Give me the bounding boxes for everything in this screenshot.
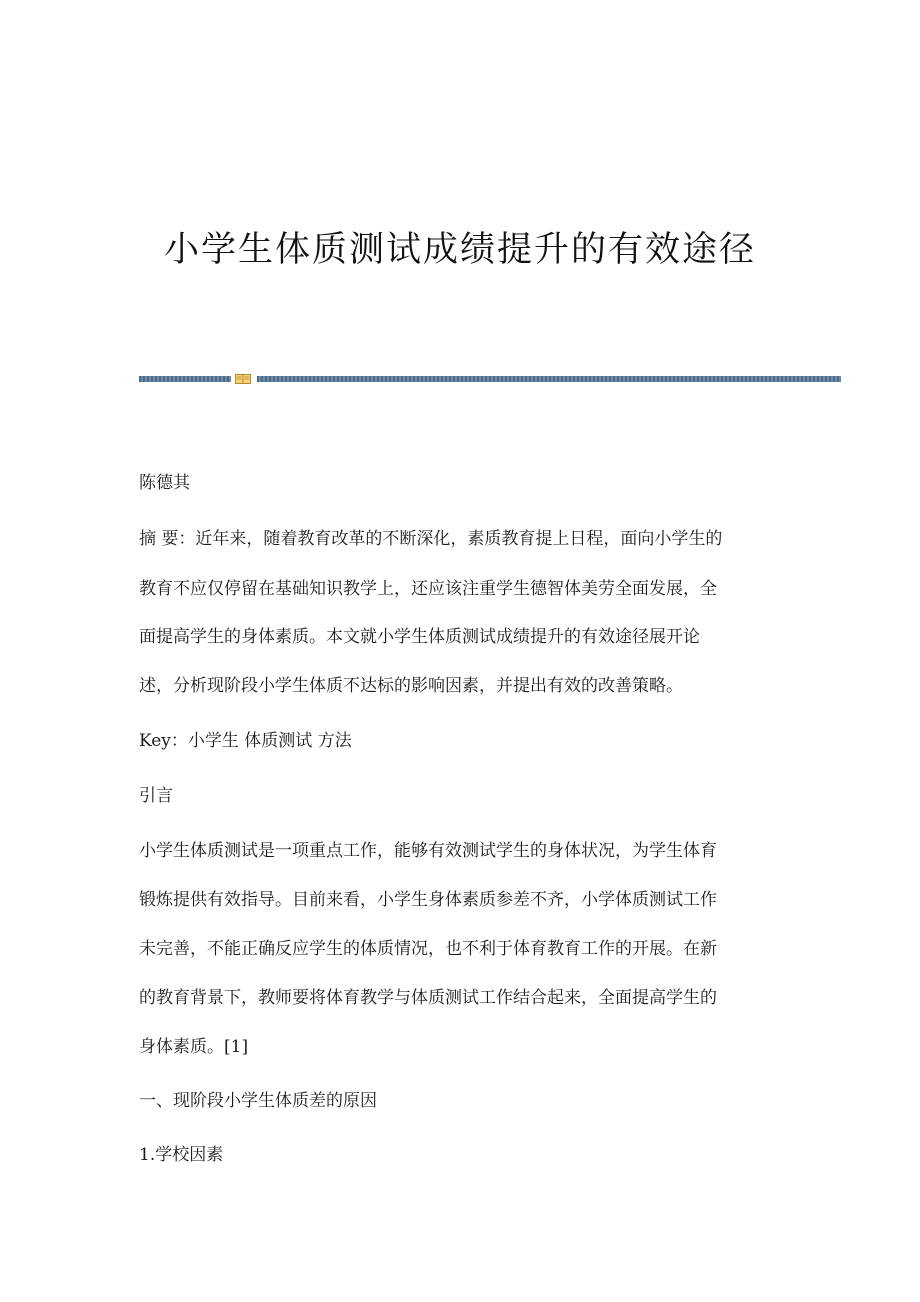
title-divider	[139, 374, 841, 383]
page-title: 小学生体质测试成绩提升的有效途径	[163, 230, 756, 270]
abstract-line: 教育不应仅停留在基础知识教学上，还应该注重学生德智体美劳全面发展，全	[139, 579, 717, 599]
keywords: Key：小学生 体质测试 方法	[139, 731, 352, 751]
author: 陈德其	[139, 473, 190, 493]
intro-line: 小学生体质测试是一项重点工作，能够有效测试学生的身体状况，为学生体育	[139, 841, 717, 861]
subsection-heading: 1.学校因素	[139, 1145, 224, 1165]
intro-line: 的教育背景下，教师要将体育教学与体质测试工作结合起来，全面提高学生的	[139, 988, 717, 1008]
abstract-line: 摘 要：近年来，随着教育改革的不断深化，素质教育提上日程，面向小学生的	[139, 529, 723, 549]
abstract-line: 面提高学生的身体素质。本文就小学生体质测试成绩提升的有效途径展开论	[139, 627, 700, 647]
intro-heading: 引言	[139, 786, 173, 806]
intro-line: 锻炼提供有效指导。目前来看，小学生身体素质参差不齐，小学体质测试工作	[139, 890, 717, 910]
intro-line: 未完善，不能正确反应学生的体质情况，也不利于体育教育工作的开展。在新	[139, 939, 717, 959]
divider-bar-right	[257, 376, 841, 382]
section-heading: 一、现阶段小学生体质差的原因	[139, 1091, 377, 1111]
intro-line: 身体素质。[1]	[139, 1037, 249, 1057]
book-icon	[235, 374, 251, 384]
abstract-line: 述，分析现阶段小学生体质不达标的影响因素，并提出有效的改善策略。	[139, 676, 683, 696]
divider-bar-left	[139, 376, 231, 382]
